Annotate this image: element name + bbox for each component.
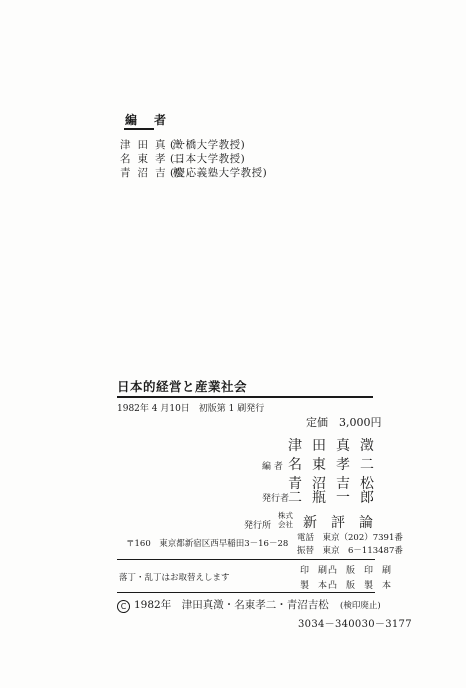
copyright-line [117, 597, 329, 613]
editor-entry-3 [120, 165, 267, 180]
binding-label: 製本 [300, 581, 337, 591]
edition-info: 1982年 4 月10日 初版第 1 刷発行 [117, 404, 265, 414]
transfer-account: 振替 東京 6－113487番 [297, 546, 403, 556]
editors-role-label: 編 者 [262, 462, 283, 472]
colophon-editor-name-3: 青沼吉松 [288, 476, 384, 492]
stamp-note: (検印廃止) [340, 601, 381, 611]
editor-entry-2 [120, 151, 245, 166]
editor-name: 津田真澂 [120, 139, 190, 151]
binder-name: 凸版製本 [328, 581, 401, 591]
postal-address: 〒160 東京都新宿区西早稲田3－16－28 [126, 539, 289, 549]
replacement-notice: 落丁・乱丁はお取替えします [119, 573, 230, 583]
publisher-name: 新 評 論 [303, 515, 373, 531]
publisher-person-label: 発行者 [262, 494, 290, 504]
colophon-editor-name-1: 津田真澂 [288, 438, 384, 454]
company-type-line-2: 会社 [278, 520, 293, 529]
phone-number: 電話 東京（202）7391番 [297, 533, 403, 543]
colophon-editor-name-2: 名東孝二 [288, 457, 384, 473]
publisher-label: 発行所 [244, 521, 272, 531]
print-rule-top [117, 559, 375, 560]
copyright-symbol: C [117, 600, 130, 613]
book-title: 日本的経営と産業社会 [117, 379, 248, 394]
editor-name: 青沼吉松 [120, 167, 190, 179]
editor-entry-1 [120, 137, 245, 152]
print-label: 印刷 [300, 566, 337, 576]
editor-affiliation: (日本大学教授) [170, 153, 246, 165]
copyright-text: 1982年 津田真澂・名東孝二・青沼吉松 [134, 599, 329, 611]
title-rule [117, 396, 373, 398]
editor-affiliation: (一橋大学教授) [170, 139, 246, 151]
company-type-line-1: 株式 [278, 511, 293, 520]
print-rule-bottom [117, 592, 375, 593]
book-code: 3034－340030－3177 [298, 619, 412, 630]
price: 定価 3,000円 [306, 416, 382, 429]
company-type [278, 511, 293, 529]
publisher-person: 二瓶一郎 [288, 490, 384, 506]
editor-affiliation: (慶応義塾大学教授) [170, 167, 268, 179]
editors-heading: 編者 [125, 113, 184, 127]
editors-heading-rule [124, 128, 154, 130]
printer-name: 凸版印刷 [328, 566, 401, 576]
editor-name: 名東孝二 [120, 153, 190, 165]
